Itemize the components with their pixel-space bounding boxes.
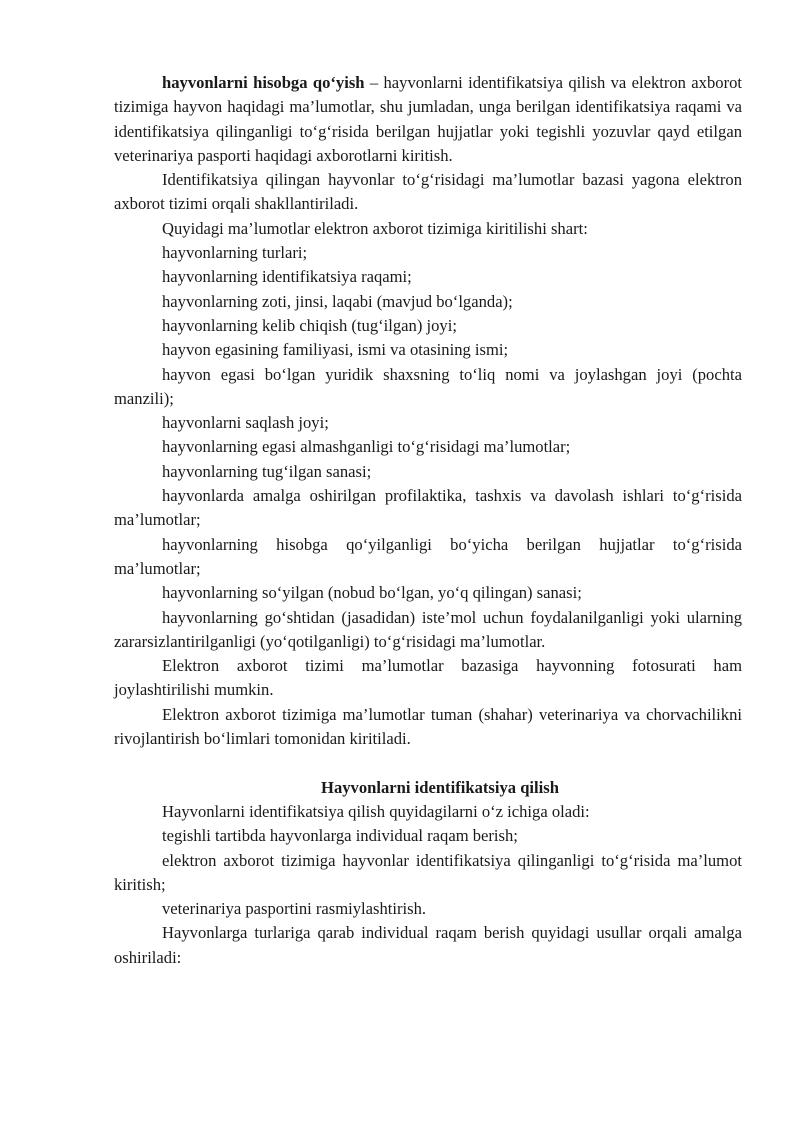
paragraph: Hayvonlarni identifikatsiya qilish quyidagilarni o‘z ichiga oladi: xyxy=(162,801,590,821)
defined-term: hayvonlarni hisobga qo‘yish xyxy=(162,73,365,92)
list-item: tegishli tartibda hayvonlarga individual raqam berish; xyxy=(162,826,518,846)
paragraph: Identifikatsiya qilingan hayvonlar to‘g‘risidagi ma’lumotlar bazasi yagona elektron axborot tizimi orqali shakllantiriladi. xyxy=(114,170,742,214)
list-item: hayvonlarning egasi almashganligi to‘g‘risidagi ma’lumotlar; xyxy=(162,437,571,457)
list-item: hayvonlarning zoti, jinsi, laqabi (mavjud bo‘lganda); xyxy=(162,291,513,311)
definition-text: – hayvonlarni identifikatsiya qilish va elektron axborot tizimiga hayvon haqidagi ma’lumotlar, shu jumladan, unga berilgan identifikatsiya raqami va identifikatsiya qilinganligi to‘g‘risida berilgan hujjatlar yoki tegishli yozuvlar qayd etilgan veterinariya pasporti haqidagi axborotlarni kiritish. xyxy=(114,73,742,165)
list-item: hayvon egasi bo‘lgan yuridik shaxsning to‘liq nomi va joylashgan joyi (pochta manzili); xyxy=(114,364,742,408)
paragraph: Elektron axborot tizimiga ma’lumotlar tuman (shahar) veterinariya va chorvachilikni rivojlantirish bo‘limlari tomonidan kiritiladi. xyxy=(114,704,742,749)
list-item: hayvonlarni saqlash joyi; xyxy=(162,413,329,433)
list-item: veterinariya pasportini rasmiylashtirish. xyxy=(162,899,427,919)
list-item: hayvon egasining familiyasi, ismi va otasining ismi; xyxy=(162,340,509,360)
section-heading: Hayvonlarni identifikatsiya qilish xyxy=(321,777,559,797)
paragraph: Hayvonlarga turlariga qarab individual raqam berish quyidagi usullar orqali amalga oshiriladi: xyxy=(114,923,742,967)
list-item: hayvonlarning go‘shtidan (jasadidan) iste’mol uchun foydalanilganligi yoki ularning zararsizlantirilganligi (yo‘qotilganligi) to‘g‘risidagi ma’lumotlar. xyxy=(114,607,742,651)
document-page xyxy=(114,71,742,970)
paragraph: Quyidagi ma’lumotlar elektron axborot tizimiga kiritilishi shart: xyxy=(162,218,588,238)
list-item: hayvonlarda amalga oshirilgan profilaktika, tashxis va davolash ishlari to‘g‘risida ma’lumotlar; xyxy=(114,486,742,530)
list-item: hayvonlarning so‘yilgan (nobud bo‘lgan, yo‘q qilingan) sanasi; xyxy=(162,583,582,603)
list-item: hayvonlarning turlari; xyxy=(162,243,308,263)
list-item: hayvonlarning identifikatsiya raqami; xyxy=(162,267,412,287)
paragraph: Elektron axborot tizimi ma’lumotlar bazasiga hayvonning fotosurati ham joylashtirilishi mumkin. xyxy=(114,656,742,700)
list-item: elektron axborot tizimiga hayvonlar identifikatsiya qilinganligi to‘g‘risida ma’lumot kiritish; xyxy=(114,850,742,894)
list-item: hayvonlarning kelib chiqish (tug‘ilgan) joyi; xyxy=(162,315,457,335)
definition-paragraph xyxy=(114,71,742,168)
list-item: hayvonlarning hisobga qo‘yilganligi bo‘yicha berilgan hujjatlar to‘g‘risida ma’lumotlar; xyxy=(114,534,742,578)
list-item: hayvonlarning tug‘ilgan sanasi; xyxy=(162,461,372,481)
